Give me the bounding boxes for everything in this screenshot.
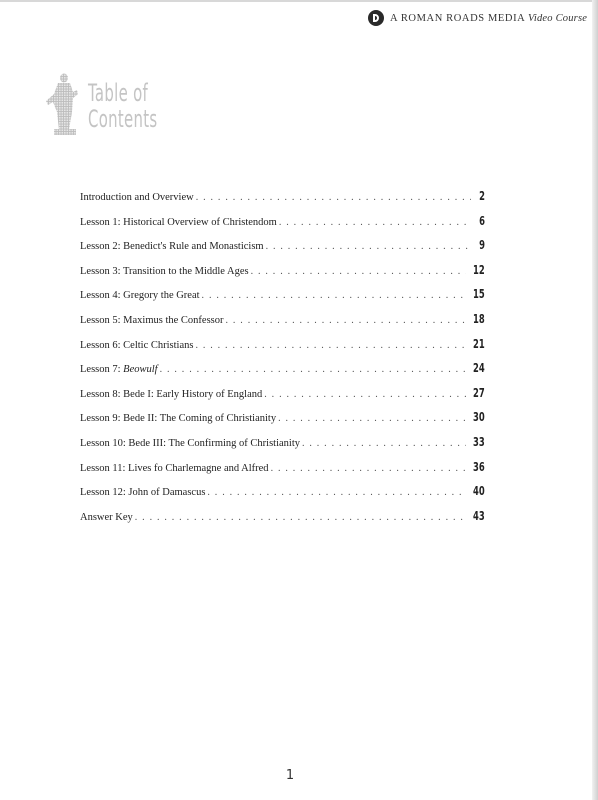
toc-entry[interactable]	[80, 361, 485, 386]
toc-entry[interactable]	[80, 460, 485, 485]
brand-name: A ROMAN ROADS MEDIA	[390, 12, 525, 24]
brand-suffix: Video Course	[528, 12, 588, 24]
toc-entry-page: 9	[479, 238, 485, 253]
dot-leader	[251, 266, 467, 277]
toc-entry[interactable]	[80, 214, 485, 239]
toc-entry-label: Lesson 4: Gregory the Great	[80, 290, 200, 302]
dot-leader	[135, 512, 467, 523]
toc-entry[interactable]	[80, 410, 485, 435]
toc-entry-page: 30	[473, 410, 485, 425]
dot-leader	[160, 364, 467, 375]
toc-entry[interactable]	[80, 238, 485, 263]
page-number: 1	[285, 768, 295, 783]
page-header	[368, 10, 587, 26]
toc-entry[interactable]	[80, 435, 485, 460]
dot-leader	[264, 389, 466, 400]
toc-entry[interactable]	[80, 386, 485, 411]
toc-entry-label	[80, 364, 158, 375]
toc-entry-label: Lesson 3: Transition to the Middle Ages	[80, 265, 249, 277]
toc-entry-page: 24	[473, 361, 485, 376]
toc-entry[interactable]	[80, 509, 485, 534]
toc-entry[interactable]	[80, 312, 485, 337]
statue-icon	[44, 72, 80, 136]
toc-entry-label: Lesson 5: Maximus the Confessor	[80, 314, 224, 326]
toc-entry-label: Introduction and Overview	[80, 192, 194, 203]
roman-roads-logo-icon	[368, 10, 384, 26]
toc-entry-page: 12	[473, 262, 485, 277]
dot-leader	[196, 192, 471, 203]
toc-entry[interactable]	[80, 337, 485, 362]
toc-entry-page: 36	[473, 459, 485, 474]
toc-entry-label-italic: Beowulf	[123, 364, 158, 376]
page-title	[88, 80, 157, 132]
toc-entry-page: 21	[473, 336, 485, 351]
title-line-1: Table of	[88, 79, 149, 107]
toc-entry-label-prefix: Lesson 7:	[80, 364, 124, 376]
toc-entry[interactable]	[80, 287, 485, 312]
dot-leader	[207, 487, 466, 498]
dot-leader	[202, 290, 467, 301]
dot-leader	[278, 413, 466, 424]
toc-entry-page: 40	[473, 484, 485, 499]
toc-entry-label: Lesson 9: Bede II: The Coming of Christianity	[80, 413, 277, 425]
dot-leader	[226, 315, 467, 326]
toc-entry-page: 27	[473, 385, 485, 400]
dot-leader	[266, 241, 471, 252]
dot-leader	[279, 217, 471, 228]
toc-entry[interactable]	[80, 484, 485, 509]
toc-entry-label: Lesson 12: John of Damascus	[80, 487, 206, 499]
brand-text	[390, 13, 587, 24]
toc-entry-page: 33	[473, 434, 485, 449]
page-top-edge	[0, 0, 598, 2]
toc-entry-page: 2	[479, 189, 485, 203]
dot-leader	[195, 340, 466, 351]
dot-leader	[271, 463, 467, 474]
toc-entry-page: 43	[473, 508, 485, 523]
page-right-edge	[592, 0, 598, 800]
dot-leader	[302, 438, 466, 449]
toc-entry-label: Lesson 10: Bede III: The Confirming of Christianity	[80, 437, 300, 449]
toc-entry[interactable]	[80, 189, 485, 214]
toc-entry-label: Lesson 8: Bede I: Early History of England	[80, 388, 263, 400]
toc-entry-label: Lesson 1: Historical Overview of Christendom	[80, 216, 277, 228]
toc-entry-page: 6	[479, 213, 485, 228]
table-of-contents	[80, 189, 485, 533]
toc-entry-page: 18	[473, 311, 485, 326]
toc-entry-label: Lesson 6: Celtic Christians	[80, 339, 194, 351]
toc-entry[interactable]	[80, 263, 485, 288]
toc-entry-page: 15	[473, 287, 485, 302]
toc-entry-label: Lesson 2: Benedict's Rule and Monasticism	[80, 241, 264, 253]
title-line-2: Contents	[88, 105, 158, 133]
toc-entry-label: Answer Key	[80, 511, 133, 523]
toc-entry-label: Lesson 11: Lives fo Charlemagne and Alfred	[80, 462, 269, 474]
